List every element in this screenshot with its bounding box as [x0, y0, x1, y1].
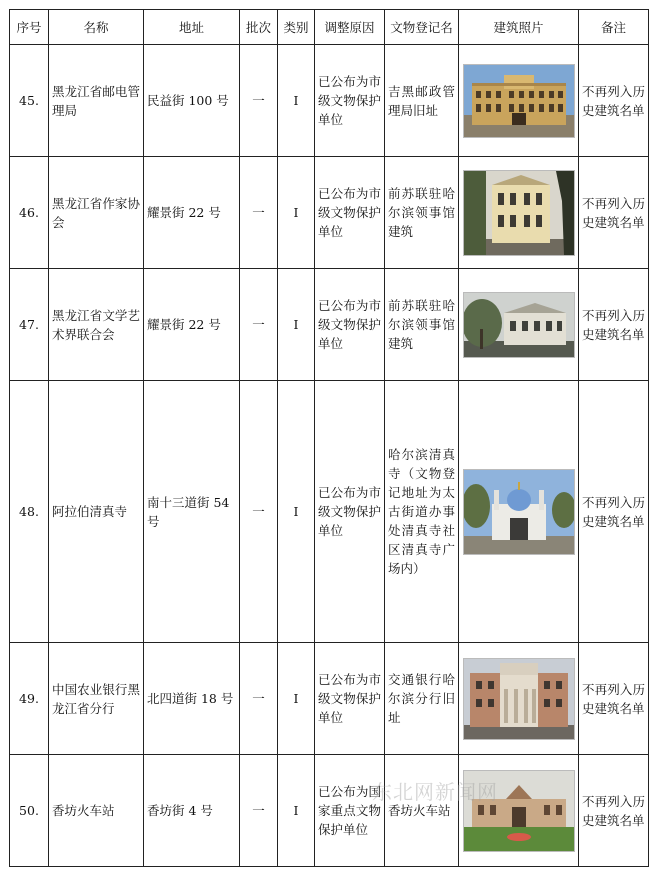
cell-photo: [459, 157, 579, 269]
header-photo: 建筑照片: [459, 10, 579, 45]
header-relic-name: 文物登记名: [385, 10, 459, 45]
cell-relic-name: 香坊火车站: [385, 755, 459, 867]
cell-photo: [459, 643, 579, 755]
cell-relic-name: 前苏联驻哈尔滨领事馆建筑: [385, 157, 459, 269]
header-category: 类别: [278, 10, 315, 45]
cell-address: 北四道街 18 号: [144, 643, 240, 755]
cell-relic-name: 哈尔滨清真寺（文物登记地址为太古街道办事处清真寺社区清真寺广场内）: [385, 381, 459, 643]
cell-category: I: [278, 157, 315, 269]
cell-batch: 一: [240, 157, 278, 269]
cell-photo: [459, 45, 579, 157]
post-office-building-photo: [463, 64, 575, 138]
cell-category: I: [278, 755, 315, 867]
cell-reason: 已公布为国家重点文物保护单位: [315, 755, 385, 867]
cell-category: I: [278, 381, 315, 643]
cell-relic-name: 吉黑邮政管理局旧址: [385, 45, 459, 157]
cell-no: 48.: [10, 381, 49, 643]
header-batch: 批次: [240, 10, 278, 45]
cell-name: 阿拉伯清真寺: [49, 381, 144, 643]
cell-photo: [459, 381, 579, 643]
cell-address: 南十三道街 54 号: [144, 381, 240, 643]
cell-address: 耀景街 22 号: [144, 157, 240, 269]
table-row: [10, 157, 649, 269]
cell-category: I: [278, 643, 315, 755]
cell-remark: 不再列入历史建筑名单: [579, 45, 649, 157]
cell-relic-name: 前苏联驻哈尔滨领事馆建筑: [385, 269, 459, 381]
cell-address: 民益街 100 号: [144, 45, 240, 157]
cell-no: 47.: [10, 269, 49, 381]
header-no: 序号: [10, 10, 49, 45]
header-remark: 备注: [579, 10, 649, 45]
table-row: [10, 643, 649, 755]
watermark: 东北网新闻网: [372, 780, 498, 804]
cell-reason: 已公布为市级文物保护单位: [315, 381, 385, 643]
cell-remark: 不再列入历史建筑名单: [579, 157, 649, 269]
bank-building-photo: [463, 658, 575, 740]
cell-address: 耀景街 22 号: [144, 269, 240, 381]
arts-federation-building-photo: [463, 292, 575, 358]
heritage-table: [9, 9, 649, 867]
cell-address: 香坊街 4 号: [144, 755, 240, 867]
header-address: 地址: [144, 10, 240, 45]
table-row: [10, 45, 649, 157]
cell-batch: 一: [240, 381, 278, 643]
cell-reason: 已公布为市级文物保护单位: [315, 643, 385, 755]
cell-reason: 已公布为市级文物保护单位: [315, 157, 385, 269]
cell-batch: 一: [240, 269, 278, 381]
cell-category: I: [278, 269, 315, 381]
cell-batch: 一: [240, 45, 278, 157]
cell-photo: [459, 755, 579, 867]
cell-remark: 不再列入历史建筑名单: [579, 381, 649, 643]
cell-no: 49.: [10, 643, 49, 755]
cell-remark: 不再列入历史建筑名单: [579, 755, 649, 867]
cell-batch: 一: [240, 755, 278, 867]
header-reason: 调整原因: [315, 10, 385, 45]
header-name: 名称: [49, 10, 144, 45]
cell-category: I: [278, 45, 315, 157]
cell-reason: 已公布为市级文物保护单位: [315, 45, 385, 157]
cell-no: 45.: [10, 45, 49, 157]
cell-no: 46.: [10, 157, 49, 269]
cell-name: 黑龙江省邮电管理局: [49, 45, 144, 157]
table-row: [10, 269, 649, 381]
cell-remark: 不再列入历史建筑名单: [579, 269, 649, 381]
cell-relic-name: 交通银行哈尔滨分行旧址: [385, 643, 459, 755]
cell-name: 中国农业银行黑龙江省分行: [49, 643, 144, 755]
cell-reason: 已公布为市级文物保护单位: [315, 269, 385, 381]
table-row: [10, 755, 649, 867]
cell-photo: [459, 269, 579, 381]
writers-association-building-photo: [463, 170, 575, 256]
cell-name: 黑龙江省作家协会: [49, 157, 144, 269]
cell-no: 50.: [10, 755, 49, 867]
header-row: [10, 10, 649, 45]
cell-remark: 不再列入历史建筑名单: [579, 643, 649, 755]
mosque-photo: [463, 469, 575, 555]
cell-name: 黑龙江省文学艺术界联合会: [49, 269, 144, 381]
cell-batch: 一: [240, 643, 278, 755]
cell-name: 香坊火车站: [49, 755, 144, 867]
table-row: [10, 381, 649, 643]
